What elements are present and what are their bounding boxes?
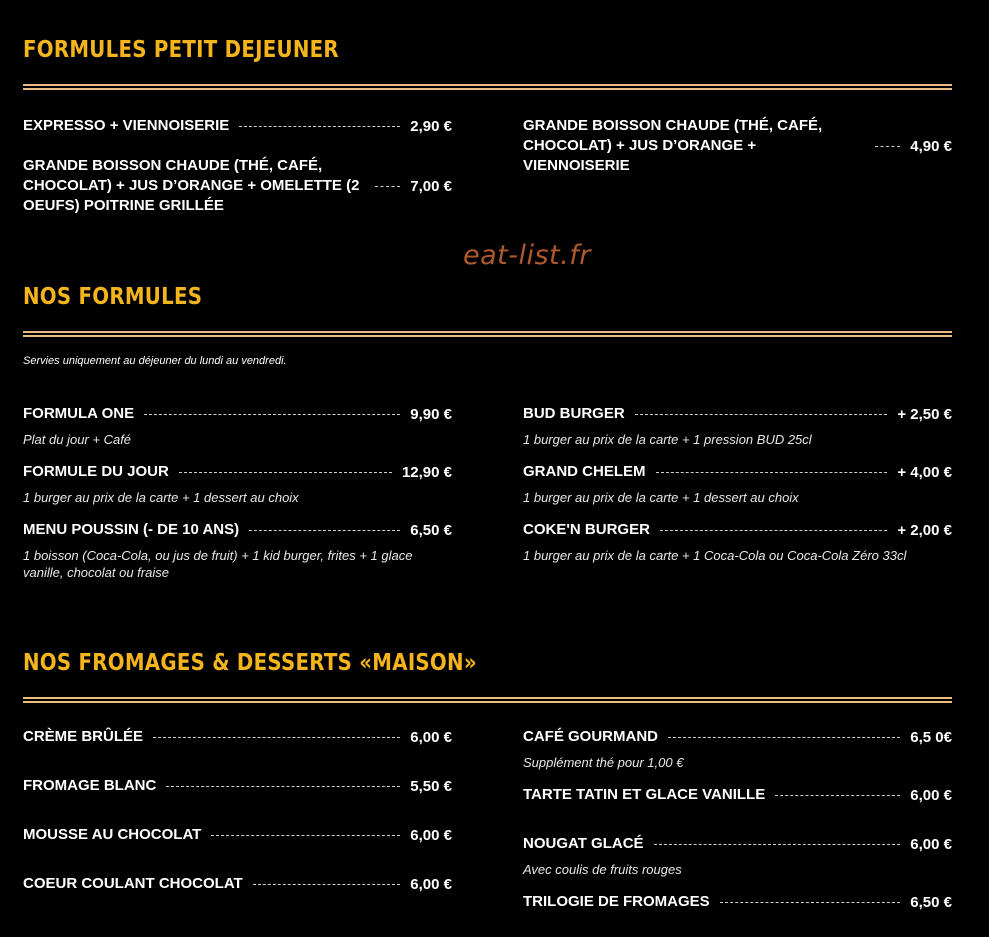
- breakfast-col-right: [523, 116, 952, 190]
- item-name: FORMULA ONE: [23, 405, 135, 422]
- section-divider: [23, 697, 952, 703]
- item-name: BUD BURGER: [523, 405, 625, 422]
- section-title-breakfast: FORMULES PETIT DEJEUNER: [23, 37, 339, 63]
- leader-dots: [179, 472, 392, 473]
- leader-dots: [656, 472, 888, 473]
- item-name: CRÈME BRÛLÉE: [23, 728, 144, 745]
- section-breakfast: [23, 36, 952, 90]
- leader-dots: [660, 530, 887, 531]
- item-price: + 2,00 €: [897, 521, 952, 539]
- item-price: 6,50 €: [910, 893, 952, 911]
- menu-item: [523, 834, 952, 878]
- watermark: eat-list.fr: [463, 240, 591, 271]
- leader-dots: [153, 737, 400, 738]
- menu-item: [23, 874, 452, 894]
- leader-dots: [253, 884, 401, 885]
- item-name: GRANDE BOISSON CHAUDE (THÉ, CAFÉ, CHOCOLAT) + JUS D’ORANGE + VIENNOISERIE: [523, 117, 823, 174]
- leader-dots: [668, 737, 900, 738]
- item-name: COKE'N BURGER: [523, 521, 650, 538]
- item-price: + 2,50 €: [897, 405, 952, 423]
- item-name: FROMAGE BLANC: [23, 777, 157, 794]
- item-price: 6,00 €: [410, 826, 452, 844]
- menu-item: [523, 116, 952, 176]
- item-price: 6,5 0€: [910, 728, 952, 746]
- item-description: 1 boisson (Coca-Cola, ou jus de fruit) + 1 kid burger, frites + 1 glace vanille, chocolat ou fraise: [23, 548, 413, 580]
- section-title-formules: NOS FORMULES: [23, 284, 203, 310]
- breakfast-col-left: [23, 116, 452, 230]
- item-name: MENU POUSSIN (- DE 10 ANS): [23, 521, 240, 538]
- menu-item: [523, 404, 952, 448]
- item-name: NOUGAT GLACÉ: [523, 835, 644, 852]
- item-description: Avec coulis de fruits rouges: [523, 862, 682, 877]
- menu-item: [523, 462, 952, 506]
- menu-item: [23, 825, 452, 845]
- desserts-items: [23, 727, 952, 927]
- section-formules: [23, 283, 952, 367]
- leader-dots: [211, 835, 400, 836]
- menu-item: [23, 156, 452, 216]
- item-name: COEUR COULANT CHOCOLAT: [23, 875, 243, 892]
- menu-item: [523, 727, 952, 771]
- item-price: 6,00 €: [910, 786, 952, 804]
- formules-col-right: [523, 404, 952, 578]
- item-price: 6,00 €: [910, 835, 952, 853]
- menu-item: [23, 520, 452, 581]
- leader-dots: [775, 795, 900, 796]
- section-title-desserts: NOS FROMAGES & DESSERTS «MAISON»: [23, 650, 477, 676]
- item-price: 7,00 €: [410, 177, 452, 195]
- item-price: 6,50 €: [410, 521, 452, 539]
- menu-item: [523, 785, 952, 805]
- section-desserts: [23, 649, 952, 703]
- desserts-col-right: [523, 727, 952, 926]
- item-name: EXPRESSO + VIENNOISERIE: [23, 117, 230, 134]
- leader-dots: [875, 146, 900, 147]
- item-description: 1 burger au prix de la carte + 1 dessert au choix: [523, 490, 799, 505]
- item-description: 1 burger au prix de la carte + 1 pression BUD 25cl: [523, 432, 812, 447]
- leader-dots: [375, 186, 400, 187]
- item-name: GRAND CHELEM: [523, 463, 646, 480]
- item-name: FORMULE DU JOUR: [23, 463, 169, 480]
- menu-item: [23, 776, 452, 796]
- item-name: CAFÉ GOURMAND: [523, 728, 658, 745]
- menu-item: [523, 520, 952, 564]
- menu-item: [23, 404, 452, 448]
- item-price: + 4,00 €: [897, 463, 952, 481]
- item-description: 1 burger au prix de la carte + 1 dessert au choix: [23, 490, 299, 505]
- menu-item: [23, 727, 452, 747]
- item-description: Supplément thé pour 1,00 €: [523, 755, 684, 770]
- item-name: TRILOGIE DE FROMAGES: [523, 893, 710, 910]
- item-description: 1 burger au prix de la carte + 1 Coca-Cola ou Coca-Cola Zéro 33cl: [523, 548, 907, 563]
- section-divider: [23, 84, 952, 90]
- leader-dots: [144, 414, 400, 415]
- leader-dots: [249, 530, 400, 531]
- breakfast-items: [23, 116, 952, 236]
- desserts-col-left: [23, 727, 452, 908]
- item-description: Plat du jour + Café: [23, 432, 132, 447]
- item-price: 5,50 €: [410, 777, 452, 795]
- formules-items: [23, 404, 952, 604]
- item-price: 4,90 €: [910, 137, 952, 155]
- leader-dots: [166, 786, 400, 787]
- formules-col-left: [23, 404, 452, 595]
- item-price: 9,90 €: [410, 405, 452, 423]
- menu-item: [23, 116, 452, 136]
- item-price: 12,90 €: [401, 463, 452, 481]
- item-name: TARTE TATIN ET GLACE VANILLE: [523, 786, 766, 803]
- section-divider: [23, 331, 952, 337]
- item-name: GRANDE BOISSON CHAUDE (THÉ, CAFÉ, CHOCOLAT) + JUS D’ORANGE + OMELETTE (2 OEUFS) POITRINE GRILLÉE: [23, 157, 360, 214]
- leader-dots: [635, 414, 888, 415]
- item-name: MOUSSE AU CHOCOLAT: [23, 826, 202, 843]
- leader-dots: [239, 126, 400, 127]
- item-price: 6,00 €: [410, 875, 452, 893]
- menu-item: [23, 462, 452, 506]
- formules-note: Servies uniquement au déjeuner du lundi au vendredi.: [23, 355, 287, 367]
- leader-dots: [720, 902, 901, 903]
- leader-dots: [654, 844, 901, 845]
- item-price: 6,00 €: [410, 728, 452, 746]
- item-price: 2,90 €: [410, 117, 452, 135]
- menu-item: [523, 892, 952, 912]
